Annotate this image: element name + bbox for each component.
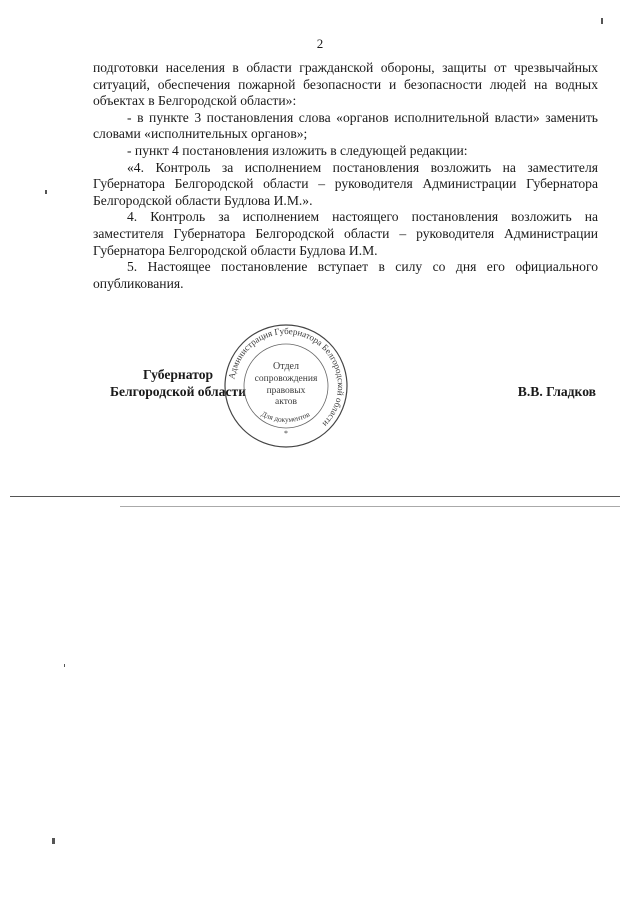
divider-line-faint (120, 506, 620, 507)
scan-speck (45, 190, 47, 194)
scan-speck (601, 18, 603, 24)
signatory-title-line2: Белгородской области (109, 384, 247, 399)
official-stamp (222, 322, 350, 450)
paragraph-5: 4. Контроль за исполнением настоящего постановления возложить на заместителя Губернатора Белгородской области – руководителя Администрации Губернатора Белгородской области Будлова И.М. (93, 209, 598, 258)
paragraph-1: подготовки населения в области гражданской обороны, защиты от чрезвычайных ситуаций, обеспечения пожарной безопасности и безопасности людей на водных объектах в Белгородской области»: (93, 60, 598, 109)
stamp-star-icon: * (284, 429, 288, 438)
stamp-line3: правовых (266, 386, 306, 396)
scan-speck (52, 838, 55, 844)
stamp-line4: актов (275, 397, 297, 407)
stamp-line2: сопровождения (254, 374, 318, 384)
stamp-line1: Отдел (273, 361, 299, 372)
paragraph-6: 5. Настоящее постановление вступает в силу со дня его официального опубликования. (93, 259, 598, 291)
paragraph-2: - в пункте 3 постановления слова «органов исполнительной власти» заменить словами «исполнительных органов»; (93, 109, 598, 142)
signatory-name: В.В. Гладков (517, 384, 596, 399)
paragraph-4: «4. Контроль за исполнением постановления возложить на заместителя Губернатора Белгородской области – руководителя Администрации Губернатора Белгородской области Будлова И.М.». (93, 159, 598, 208)
scan-speck (64, 664, 65, 667)
page-number: 2 (316, 36, 324, 51)
stamp-bottom-text: Для документов (259, 409, 312, 425)
document-body (93, 60, 598, 292)
signatory-title-line1: Губернатор (142, 367, 214, 382)
stamp-outer-ring-text: Администрация Губернатора Белгородской области (226, 325, 347, 430)
divider-line (10, 496, 620, 497)
paragraph-3: - пункт 4 постановления изложить в следующей редакции: (127, 142, 468, 158)
